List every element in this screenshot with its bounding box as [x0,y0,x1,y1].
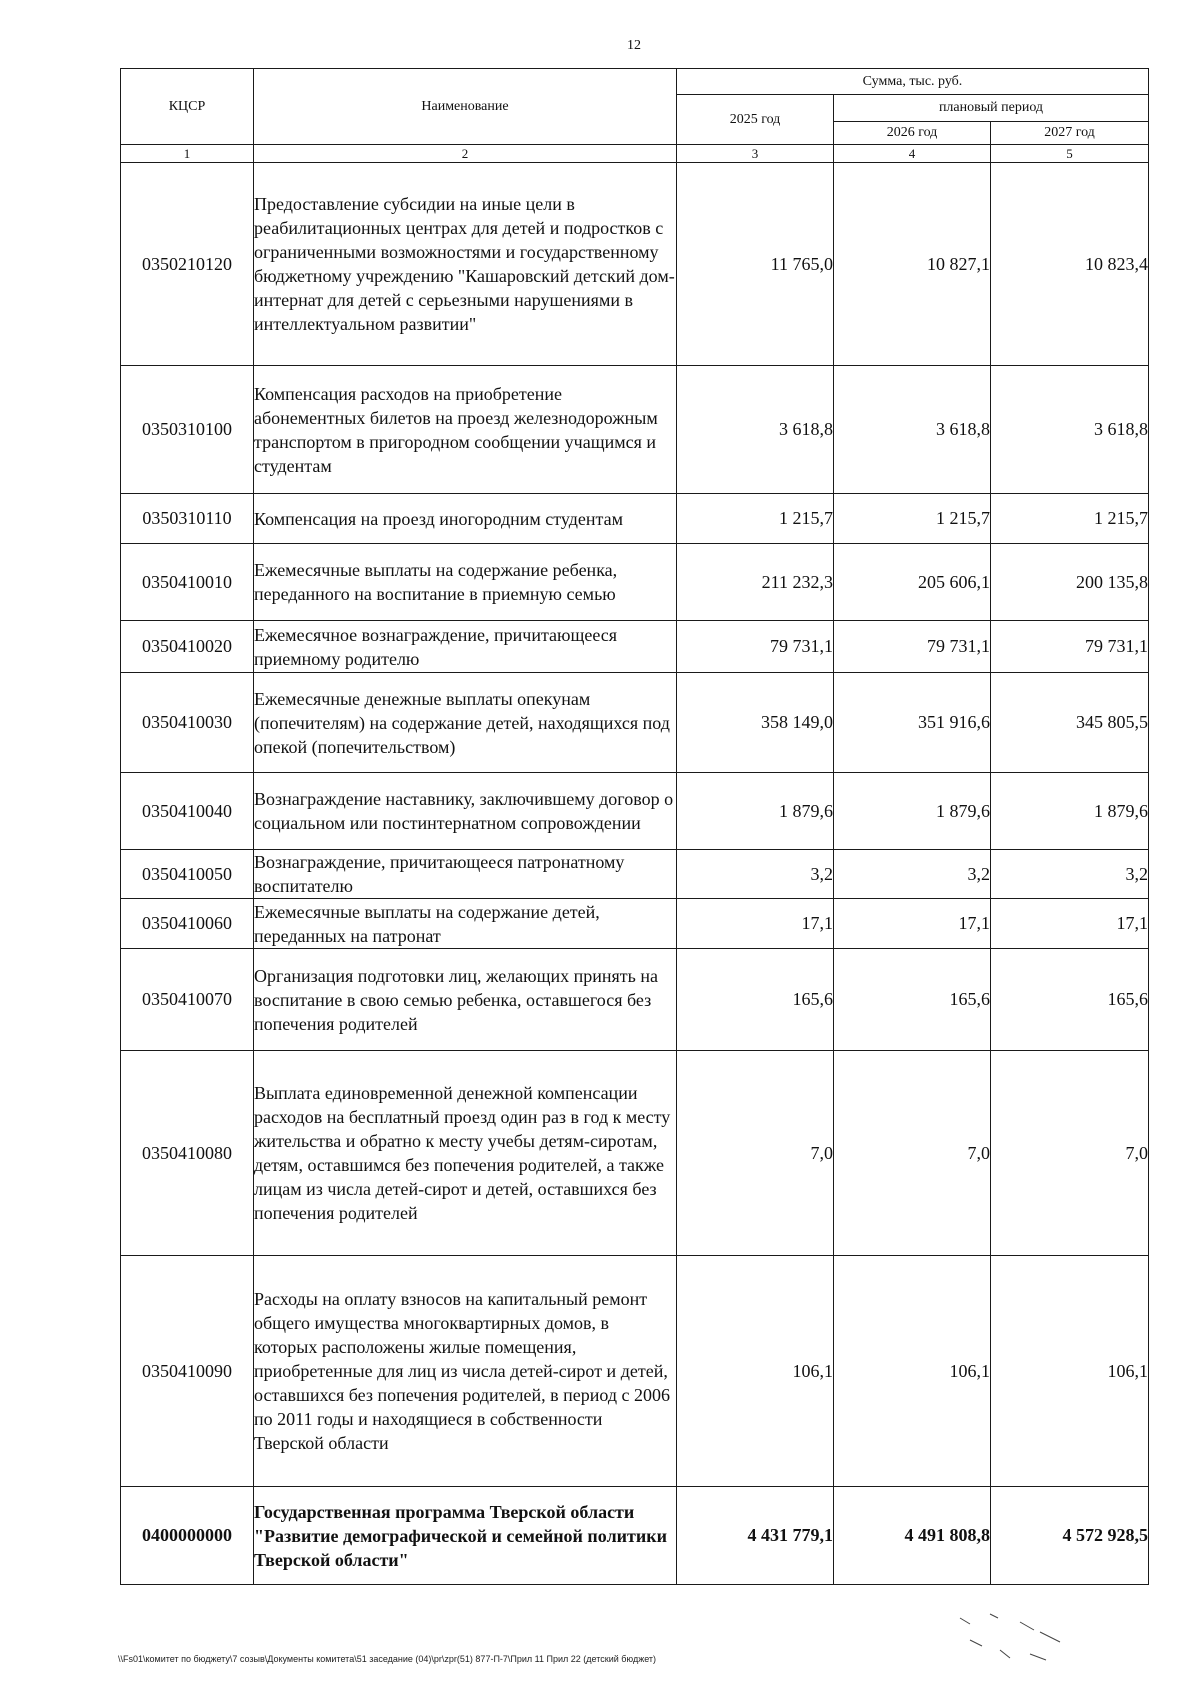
header-year-2026: 2026 год [834,122,991,145]
kcsr-code-cell: 0350410090 [121,1256,254,1487]
amount-2027-cell: 165,6 [991,949,1149,1051]
amount-2025-cell: 106,1 [677,1256,834,1487]
header-name: Наименование [254,69,677,145]
table-row [121,1487,1149,1585]
column-number: 1 [121,145,254,163]
table-row [121,949,1149,1051]
kcsr-code-cell: 0350410070 [121,949,254,1051]
amount-2027-cell: 4 572 928,5 [991,1487,1149,1585]
amount-2025-cell: 4 431 779,1 [677,1487,834,1585]
kcsr-code-cell: 0350310110 [121,494,254,544]
table-row [121,673,1149,773]
column-number-row [121,145,1149,163]
table-row [121,1051,1149,1256]
table-row [121,899,1149,949]
amount-2026-cell: 7,0 [834,1051,991,1256]
header-planned-period: плановый период [834,95,1149,122]
kcsr-code-cell: 0350410040 [121,773,254,850]
kcsr-code-cell: 0350310100 [121,366,254,494]
page-number: 12 [627,38,641,53]
amount-2027-cell: 3 618,8 [991,366,1149,494]
amount-2026-cell: 10 827,1 [834,163,991,366]
header-year-2025: 2025 год [677,95,834,145]
amount-2026-cell: 106,1 [834,1256,991,1487]
name-cell: Выплата единовременной денежной компенсации расходов на бесплатный проезд один раз в год к месту жительства и обратно к месту учебы детям-сиротам, детям, оставшимся без попечения родителей, а также лицам из числа детей-сирот и детей, оставшихся без попечения родителей [254,1051,677,1256]
name-cell: Расходы на оплату взносов на капитальный ремонт общего имущества многоквартирных домов, в которых расположены жилые помещения, приобретенные для лиц из числа детей-сирот и детей, оставшихся без попечения родителей, в период с 2006 по 2011 годы и находящиеся в собственности Тверской области [254,1256,677,1487]
name-cell: Ежемесячные выплаты на содержание ребенка, переданного на воспитание в приемную семью [254,544,677,621]
amount-2027-cell: 17,1 [991,899,1149,949]
column-number: 4 [834,145,991,163]
table-row [121,366,1149,494]
amount-2027-cell: 345 805,5 [991,673,1149,773]
amount-2027-cell: 7,0 [991,1051,1149,1256]
table-row [121,494,1149,544]
budget-table [120,68,1149,1585]
name-cell: Вознаграждение наставнику, заключившему договор о социальном или постинтернатном сопровождении [254,773,677,850]
kcsr-code-cell: 0350410080 [121,1051,254,1256]
amount-2026-cell: 3,2 [834,850,991,899]
amount-2026-cell: 17,1 [834,899,991,949]
amount-2027-cell: 1 879,6 [991,773,1149,850]
amount-2025-cell: 7,0 [677,1051,834,1256]
amount-2025-cell: 11 765,0 [677,163,834,366]
table-row [121,1256,1149,1487]
table-row [121,544,1149,621]
table-row [121,621,1149,673]
table-body [121,163,1149,1585]
scan-marks [940,1610,1090,1670]
amount-2025-cell: 3 618,8 [677,366,834,494]
amount-2025-cell: 1 215,7 [677,494,834,544]
amount-2026-cell: 4 491 808,8 [834,1487,991,1585]
table-row [121,163,1149,366]
amount-2026-cell: 1 215,7 [834,494,991,544]
amount-2026-cell: 205 606,1 [834,544,991,621]
header-amount: Сумма, тыс. руб. [677,69,1149,95]
header-code: КЦСР [121,69,254,145]
amount-2027-cell: 1 215,7 [991,494,1149,544]
name-cell: Компенсация на проезд иногородним студентам [254,494,677,544]
amount-2027-cell: 200 135,8 [991,544,1149,621]
kcsr-code-cell: 0400000000 [121,1487,254,1585]
name-cell: Вознаграждение, причитающееся патронатному воспитателю [254,850,677,899]
kcsr-code-cell: 0350410010 [121,544,254,621]
kcsr-code-cell: 0350410060 [121,899,254,949]
kcsr-code-cell: 0350410050 [121,850,254,899]
column-number: 5 [991,145,1149,163]
file-path-footer: \\Fs01\комитет по бюджету\7 созыв\Документы комитета\51 заседание (04)\pr\zpr(51) 877-П-7\Прил 11 Прил 22 (детский бюджет) [118,1654,657,1664]
table-row [121,773,1149,850]
kcsr-code-cell: 0350210120 [121,163,254,366]
amount-2025-cell: 165,6 [677,949,834,1051]
header-year-2027: 2027 год [991,122,1149,145]
amount-2027-cell: 106,1 [991,1256,1149,1487]
name-cell: Ежемесячные денежные выплаты опекунам (попечителям) на содержание детей, находящихся под опекой (попечительством) [254,673,677,773]
kcsr-code-cell: 0350410020 [121,621,254,673]
amount-2025-cell: 358 149,0 [677,673,834,773]
column-number: 2 [254,145,677,163]
amount-2026-cell: 1 879,6 [834,773,991,850]
amount-2025-cell: 79 731,1 [677,621,834,673]
table-row [121,850,1149,899]
name-cell: Предоставление субсидии на иные цели в реабилитационных центрах для детей и подростков с ограниченными возможностями и государственному бюджетному учреждению "Кашаровский детский дом-интернат для детей с серьезными нарушениями в интеллектуальном развитии" [254,163,677,366]
amount-2027-cell: 79 731,1 [991,621,1149,673]
column-number: 3 [677,145,834,163]
amount-2027-cell: 3,2 [991,850,1149,899]
amount-2026-cell: 351 916,6 [834,673,991,773]
name-cell: Ежемесячные выплаты на содержание детей, переданных на патронат [254,899,677,949]
name-cell: Компенсация расходов на приобретение абонементных билетов на проезд железнодорожным транспортом в пригородном сообщении учащимся и студентам [254,366,677,494]
amount-2027-cell: 10 823,4 [991,163,1149,366]
amount-2026-cell: 3 618,8 [834,366,991,494]
name-cell: Организация подготовки лиц, желающих принять на воспитание в свою семью ребенка, оставшегося без попечения родителей [254,949,677,1051]
amount-2026-cell: 79 731,1 [834,621,991,673]
name-cell: Государственная программа Тверской области "Развитие демографической и семейной политики Тверской области" [254,1487,677,1585]
amount-2025-cell: 3,2 [677,850,834,899]
amount-2025-cell: 211 232,3 [677,544,834,621]
kcsr-code-cell: 0350410030 [121,673,254,773]
name-cell: Ежемесячное вознаграждение, причитающееся приемному родителю [254,621,677,673]
amount-2026-cell: 165,6 [834,949,991,1051]
amount-2025-cell: 1 879,6 [677,773,834,850]
amount-2025-cell: 17,1 [677,899,834,949]
